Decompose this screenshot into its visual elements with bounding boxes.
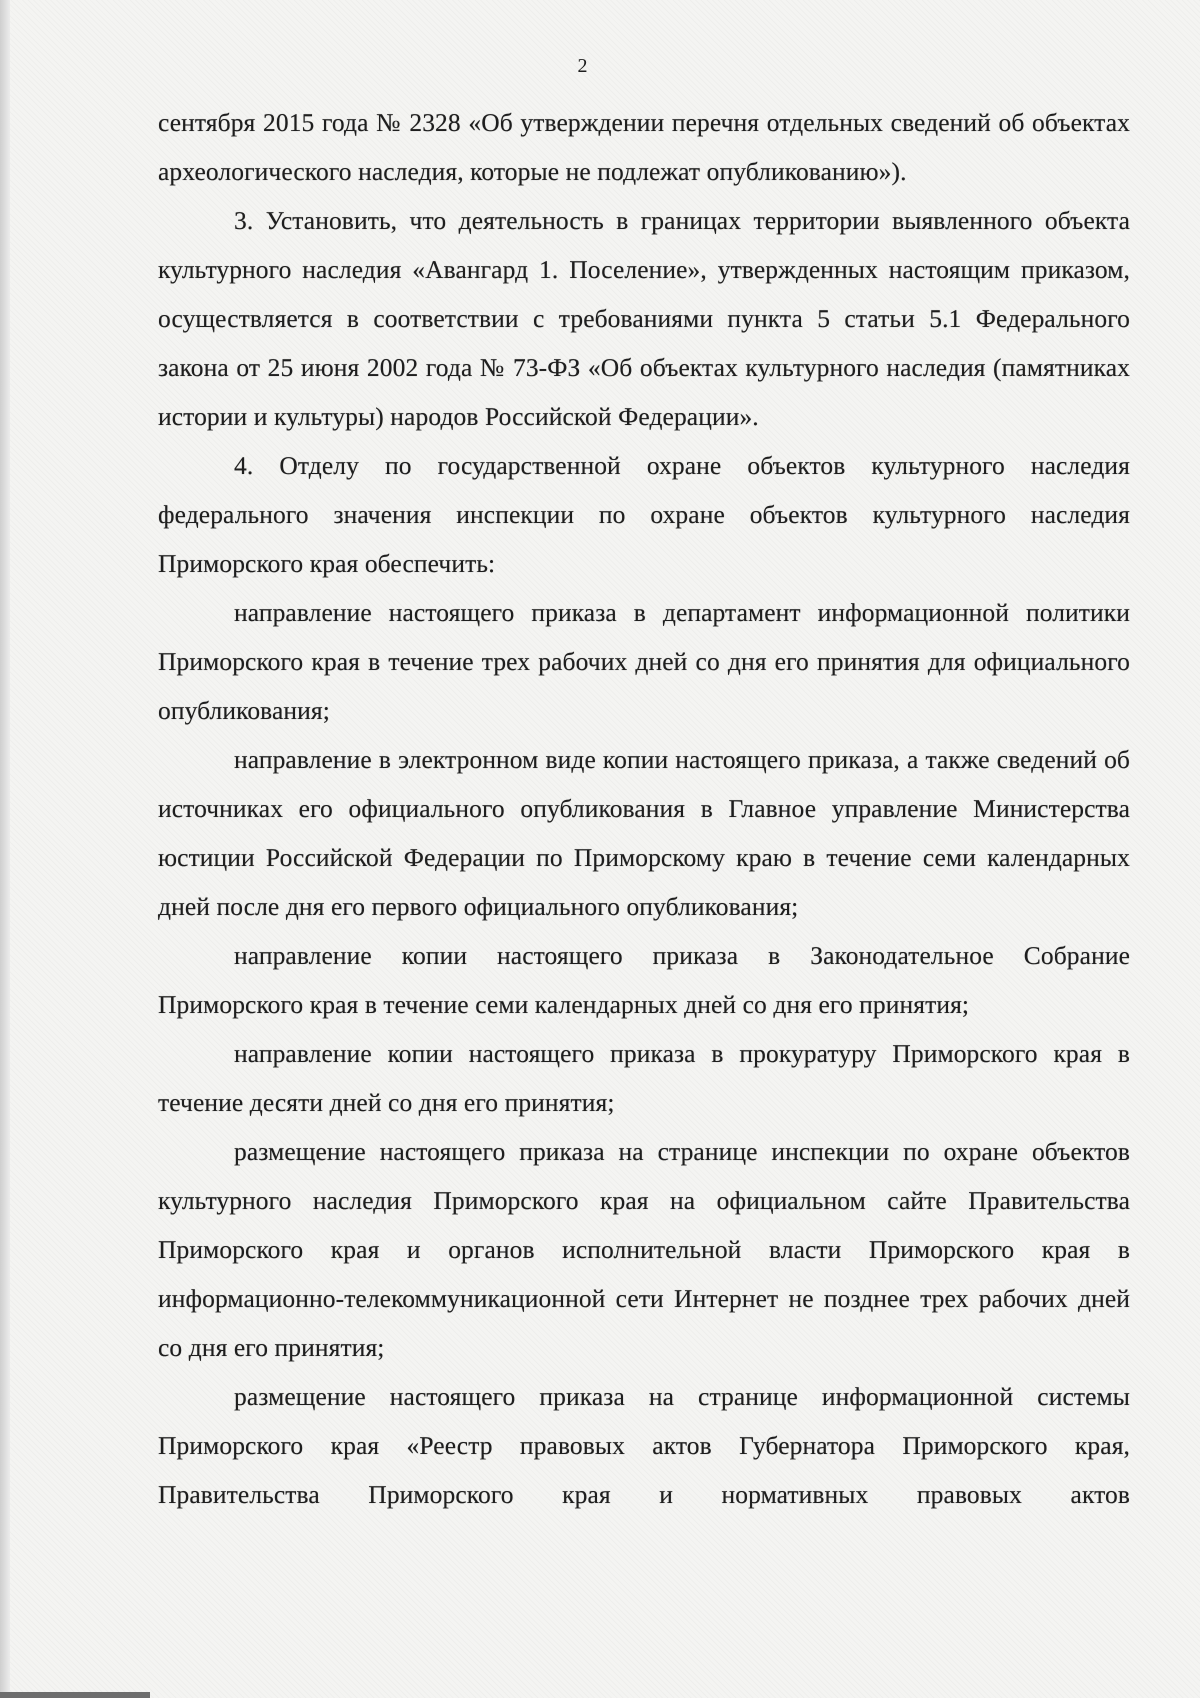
- paragraph-continuation: сентября 2015 года № 2328 «Об утверждении перечня отдельных сведений об объектах археологического наследия, которые не подлежат опубликованию»).: [158, 108, 1130, 186]
- paragraph-subitem: направление копии настоящего приказа в Законодательное Собрание Приморского края в течение семи календарных дней со дня его принятия;: [158, 941, 1130, 1019]
- paragraph-item-3: 3. Установить, что деятельность в границах территории выявленного объекта культурного наследия «Авангард 1. Поселение», утвержденных настоящим приказом, осуществляется в соответствии с требованиями пункта 5 статьи 5.1 Федерального закона от 25 июня 2002 года № 73-ФЗ «Об объектах культурного наследия (памятниках истории и культуры) народов Российской Федерации».: [158, 206, 1130, 431]
- paragraph-subitem: размещение настоящего приказа на странице информационной системы Приморского края «Реестр правовых актов Губернатора Приморского края, Правительства Приморского края и нормативных правовых актов: [158, 1382, 1130, 1509]
- paragraph-subitem: направление копии настоящего приказа в прокуратуру Приморского края в течение десяти дней со дня его принятия;: [158, 1039, 1130, 1117]
- scan-left-edge: [0, 0, 10, 1698]
- scan-bottom-edge: [0, 1692, 150, 1698]
- page-number: 2: [577, 55, 588, 77]
- paragraph-subitem: направление настоящего приказа в департамент информационной политики Приморского края в течение трех рабочих дней со дня его принятия для официального опубликования;: [158, 598, 1130, 725]
- document-body: [158, 98, 1130, 1519]
- paragraph-subitem: направление в электронном виде копии настоящего приказа, а также сведений об источниках его официального опубликования в Главное управление Министерства юстиции Российской Федерации по Приморскому краю в течение семи календарных дней после дня его первого официального опубликования;: [158, 745, 1130, 921]
- paragraph-item-4: 4. Отделу по государственной охране объектов культурного наследия федерального значения инспекции по охране объектов культурного наследия Приморского края обеспечить:: [158, 451, 1130, 578]
- paragraph-subitem: размещение настоящего приказа на странице инспекции по охране объектов культурного наследия Приморского края на официальном сайте Правительства Приморского края и органов исполнительной власти Приморского края в информационно-телекоммуникационной сети Интернет не позднее трех рабочих дней со дня его принятия;: [158, 1137, 1130, 1362]
